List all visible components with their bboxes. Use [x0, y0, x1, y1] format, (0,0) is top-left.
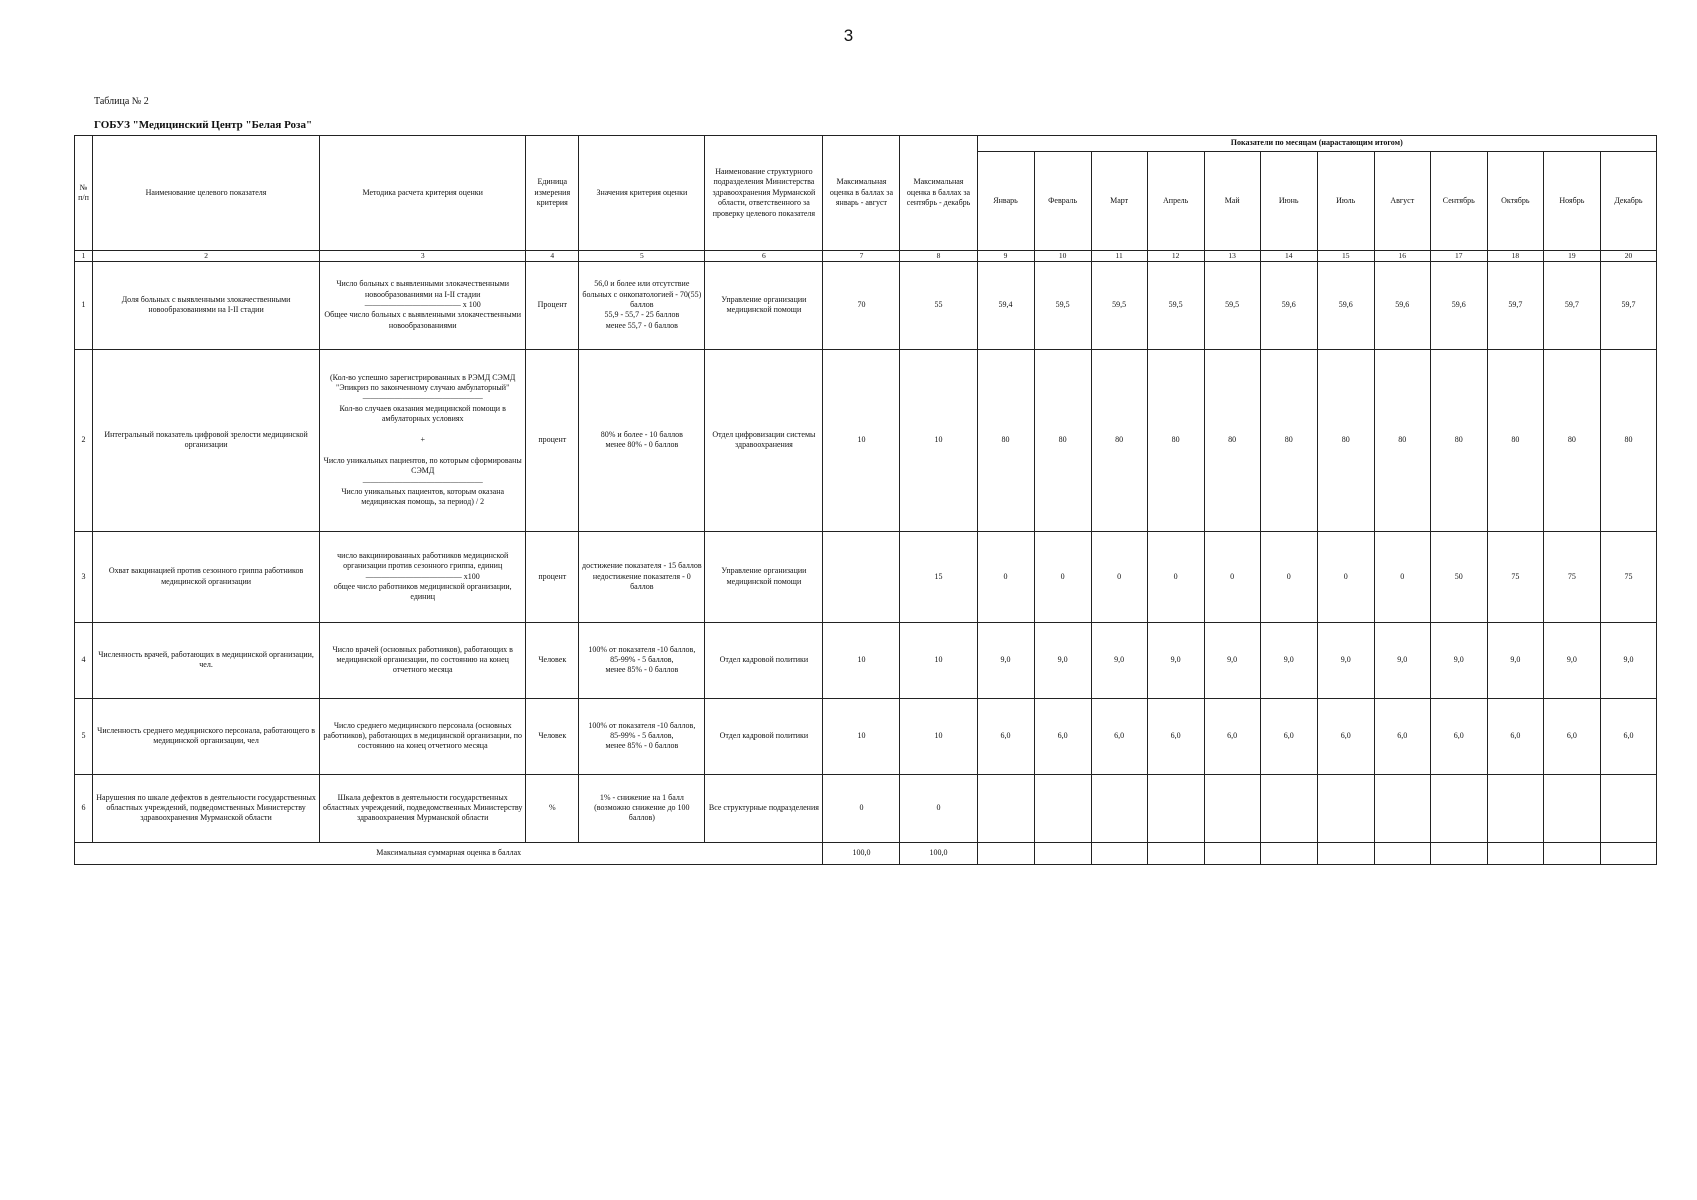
total-month-empty	[1430, 842, 1487, 864]
responsible-department: Все структурные подразделения	[705, 774, 823, 842]
table-row	[75, 531, 1657, 622]
total-month-empty	[1204, 842, 1260, 864]
month-value: 59,5	[1147, 261, 1204, 349]
max-score-jan-aug: 0	[823, 774, 900, 842]
row-number: 5	[75, 698, 93, 774]
month-value: 0	[1317, 531, 1374, 622]
row-number: 2	[75, 349, 93, 531]
month-value: 9,0	[1034, 622, 1091, 698]
calculation-method-text: Число врачей (основных работников), работающих в медицинской организации, по состоянию на конец отчетного месяца	[332, 644, 513, 675]
month-value: 75	[1543, 531, 1600, 622]
max-score-jan-aug: 10	[823, 698, 900, 774]
column-number: 11	[1091, 251, 1147, 262]
month-value: 6,0	[977, 698, 1034, 774]
criteria-values-text: достижение показателя - 15 баллов недостижение показателя - 0 баллов	[582, 561, 702, 591]
month-value: 6,0	[1260, 698, 1317, 774]
column-number: 8	[900, 251, 977, 262]
month-value: 0	[1091, 531, 1147, 622]
header-month: Февраль	[1034, 152, 1091, 251]
month-value: 6,0	[1204, 698, 1260, 774]
criteria-values	[579, 349, 705, 531]
month-value: 0	[977, 531, 1034, 622]
criteria-values	[579, 698, 705, 774]
month-value: 9,0	[1487, 622, 1543, 698]
max-score-sep-dec: 10	[900, 622, 977, 698]
header-row-top	[75, 136, 1657, 152]
calculation-method-text: число вакцинированных работников медицинской организации против сезонного гриппа, единиц ———————————— х100 общее число работников медицинской организации, единиц	[333, 550, 512, 602]
responsible-department: Отдел цифровизации системы здравоохранения	[705, 349, 823, 531]
row-number: 3	[75, 531, 93, 622]
calculation-method-text: (Кол-во успешно зарегистрированных в РЭМД СЭМД "Эпикриз по законченному случаю амбулаторный" ——————————————— Кол-во случаев оказания медицинской помощи в амбулаторных условиях + Число уникальных пациентов, по которым сформированы СЭМД ——————————————— Число уникальных пациентов, которым оказана медицинская помощь, за период) / 2	[323, 372, 522, 507]
max-score-jan-aug	[823, 531, 900, 622]
header-month: Декабрь	[1600, 152, 1656, 251]
unit: Человек	[526, 698, 579, 774]
row-number: 1	[75, 261, 93, 349]
month-value: 80	[1091, 349, 1147, 531]
row-number: 4	[75, 622, 93, 698]
column-number: 20	[1600, 251, 1656, 262]
criteria-values-text: 56,0 и более или отсутствие больных с онкопатологией - 70(55) баллов 55,9 - 55,7 - 25 баллов менее 55,7 - 0 баллов	[582, 279, 702, 330]
month-value: 80	[1204, 349, 1260, 531]
column-number: 10	[1034, 251, 1091, 262]
criteria-values-text: 100% от показателя -10 баллов, 85-99% - 5 баллов, менее 85% - 0 баллов	[588, 720, 696, 751]
calculation-method	[320, 531, 526, 622]
month-value: 9,0	[1147, 622, 1204, 698]
month-value: 59,6	[1430, 261, 1487, 349]
month-value: 59,5	[1091, 261, 1147, 349]
column-number: 2	[93, 251, 320, 262]
max-score-jan-aug: 10	[823, 622, 900, 698]
month-value: 9,0	[1260, 622, 1317, 698]
responsible-department: Управление организации медицинской помощи	[705, 261, 823, 349]
column-number: 14	[1260, 251, 1317, 262]
month-value: 80	[1147, 349, 1204, 531]
indicator-name: Интегральный показатель цифровой зрелости медицинской организации	[93, 349, 320, 531]
row-number: 6	[75, 774, 93, 842]
unit: процент	[526, 531, 579, 622]
max-score-sep-dec: 55	[900, 261, 977, 349]
header-month: Март	[1091, 152, 1147, 251]
total-month-empty	[1600, 842, 1656, 864]
criteria-values-text: 1% - снижение на 1 балл (возможно снижение до 100 баллов)	[594, 792, 690, 823]
column-number-row	[75, 251, 1657, 262]
organization-title: ГОБУЗ "Медицинский Центр "Белая Роза"	[94, 119, 313, 131]
unit: Процент	[526, 261, 579, 349]
header-month: Май	[1204, 152, 1260, 251]
table-row	[75, 261, 1657, 349]
month-value: 80	[1430, 349, 1487, 531]
column-number: 19	[1543, 251, 1600, 262]
header-months-group: Показатели по месяцам (нарастающим итогом)	[977, 136, 1656, 152]
month-value	[1600, 774, 1656, 842]
month-value: 80	[1374, 349, 1430, 531]
max-score-jan-aug: 70	[823, 261, 900, 349]
month-value: 6,0	[1034, 698, 1091, 774]
column-number: 16	[1374, 251, 1430, 262]
month-value: 9,0	[1091, 622, 1147, 698]
month-value: 6,0	[1487, 698, 1543, 774]
month-value: 6,0	[1091, 698, 1147, 774]
calculation-method-text: Число больных с выявленными злокачественными новообразованиями на I-II стадии ———————————— x 100 Общее число больных с выявленными злокачественными новообразованиями	[324, 279, 522, 330]
month-value	[1091, 774, 1147, 842]
column-number: 7	[823, 251, 900, 262]
month-value	[1487, 774, 1543, 842]
total-month-empty	[1487, 842, 1543, 864]
month-value: 59,6	[1374, 261, 1430, 349]
month-value: 59,5	[1204, 261, 1260, 349]
criteria-values	[579, 774, 705, 842]
month-value	[1317, 774, 1374, 842]
column-number: 18	[1487, 251, 1543, 262]
header-month: Август	[1374, 152, 1430, 251]
indicator-name: Нарушения по шкале дефектов в деятельности государственных областных учреждений, подведомственных Министерству здравоохранения Мурманской области	[93, 774, 320, 842]
month-value: 9,0	[1600, 622, 1656, 698]
header-max-jan-aug: Максимальная оценка в баллах за январь - август	[823, 136, 900, 251]
month-value	[1147, 774, 1204, 842]
month-value: 80	[1487, 349, 1543, 531]
month-value: 9,0	[1374, 622, 1430, 698]
month-value	[1430, 774, 1487, 842]
month-value: 6,0	[1543, 698, 1600, 774]
total-label: Максимальная суммарная оценка в баллах	[75, 842, 823, 864]
month-value: 9,0	[1430, 622, 1487, 698]
month-value: 59,7	[1600, 261, 1656, 349]
month-value	[977, 774, 1034, 842]
month-value: 59,7	[1487, 261, 1543, 349]
criteria-values	[579, 622, 705, 698]
page-number: 3	[843, 26, 854, 45]
month-value: 59,7	[1543, 261, 1600, 349]
month-value: 59,4	[977, 261, 1034, 349]
month-value	[1204, 774, 1260, 842]
column-number: 9	[977, 251, 1034, 262]
calculation-method-text: Число среднего медицинского персонала (основных работников), работающих в медицинской организации, по состоянию на конец отчетного месяца	[323, 720, 522, 751]
header-month: Октябрь	[1487, 152, 1543, 251]
month-value: 80	[1034, 349, 1091, 531]
month-value: 6,0	[1374, 698, 1430, 774]
total-month-empty	[977, 842, 1034, 864]
unit: процент	[526, 349, 579, 531]
column-number: 1	[75, 251, 93, 262]
calculation-method	[320, 261, 526, 349]
header-department: Наименование структурного подразделения Министерства здравоохранения Мурманской области, ответственного за проверку целевого показателя	[705, 136, 823, 251]
indicator-name: Численность врачей, работающих в медицинской организации, чел.	[93, 622, 320, 698]
responsible-department: Управление организации медицинской помощи	[705, 531, 823, 622]
calculation-method	[320, 698, 526, 774]
header-method: Методика расчета критерия оценки	[320, 136, 526, 251]
total-month-empty	[1260, 842, 1317, 864]
criteria-values-text: 80% и более - 10 баллов менее 80% - 0 баллов	[600, 429, 683, 450]
total-max-sep-dec: 100,0	[900, 842, 977, 864]
column-number: 12	[1147, 251, 1204, 262]
month-value: 9,0	[1543, 622, 1600, 698]
max-score-sep-dec: 10	[900, 349, 977, 531]
month-value: 0	[1147, 531, 1204, 622]
max-score-sep-dec: 10	[900, 698, 977, 774]
calculation-method-text: Шкала дефектов в деятельности государственных областных учреждений, подведомственных Министерству здравоохранения Мурманской области	[323, 792, 523, 823]
total-month-empty	[1543, 842, 1600, 864]
month-value: 59,6	[1260, 261, 1317, 349]
month-value: 80	[1317, 349, 1374, 531]
calculation-method	[320, 622, 526, 698]
total-month-empty	[1147, 842, 1204, 864]
month-value: 6,0	[1600, 698, 1656, 774]
total-month-empty	[1034, 842, 1091, 864]
max-score-sep-dec: 15	[900, 531, 977, 622]
header-month: Июнь	[1260, 152, 1317, 251]
table-caption: Таблица № 2	[94, 96, 149, 107]
month-value: 9,0	[1204, 622, 1260, 698]
column-number: 13	[1204, 251, 1260, 262]
month-value: 59,5	[1034, 261, 1091, 349]
month-value	[1374, 774, 1430, 842]
criteria-values-text: 100% от показателя -10 баллов, 85-99% - 5 баллов, менее 85% - 0 баллов	[588, 644, 696, 675]
header-month: Апрель	[1147, 152, 1204, 251]
total-month-empty	[1317, 842, 1374, 864]
max-score-jan-aug: 10	[823, 349, 900, 531]
header-indicator: Наименование целевого показателя	[93, 136, 320, 251]
month-value: 80	[1600, 349, 1656, 531]
header-month: Июль	[1317, 152, 1374, 251]
unit: %	[526, 774, 579, 842]
total-max-jan-aug: 100,0	[823, 842, 900, 864]
month-value: 6,0	[1147, 698, 1204, 774]
table-row	[75, 622, 1657, 698]
column-number: 4	[526, 251, 579, 262]
month-value: 50	[1430, 531, 1487, 622]
responsible-department: Отдел кадровой политики	[705, 698, 823, 774]
unit: Человек	[526, 622, 579, 698]
month-value: 0	[1204, 531, 1260, 622]
indicator-name: Доля больных с выявленными злокачественными новообразованиями на I-II стадии	[93, 261, 320, 349]
total-month-empty	[1374, 842, 1430, 864]
month-value: 80	[1260, 349, 1317, 531]
total-month-empty	[1091, 842, 1147, 864]
header-month: Ноябрь	[1543, 152, 1600, 251]
indicator-name: Численность среднего медицинского персонала, работающего в медицинской организации, чел	[93, 698, 320, 774]
month-value: 0	[1260, 531, 1317, 622]
column-number: 3	[320, 251, 526, 262]
kpi-table	[74, 135, 1657, 865]
column-number: 15	[1317, 251, 1374, 262]
month-value: 9,0	[977, 622, 1034, 698]
month-value: 80	[977, 349, 1034, 531]
criteria-values	[579, 531, 705, 622]
header-unit: Единица измерения критерия	[526, 136, 579, 251]
header-num: № п/п	[75, 136, 93, 251]
month-value: 9,0	[1317, 622, 1374, 698]
month-value: 6,0	[1317, 698, 1374, 774]
total-row	[75, 842, 1657, 864]
calculation-method	[320, 774, 526, 842]
table-row	[75, 349, 1657, 531]
table-row	[75, 774, 1657, 842]
month-value	[1034, 774, 1091, 842]
month-value: 75	[1487, 531, 1543, 622]
header-values: Значения критерия оценки	[579, 136, 705, 251]
header-month: Январь	[977, 152, 1034, 251]
month-value: 0	[1034, 531, 1091, 622]
calculation-method	[320, 349, 526, 531]
month-value: 80	[1543, 349, 1600, 531]
month-value: 0	[1374, 531, 1430, 622]
header-month: Сентябрь	[1430, 152, 1487, 251]
header-max-sep-dec: Максимальная оценка в баллах за сентябрь - декабрь	[900, 136, 977, 251]
column-number: 6	[705, 251, 823, 262]
column-number: 5	[579, 251, 705, 262]
month-value	[1260, 774, 1317, 842]
criteria-values	[579, 261, 705, 349]
month-value: 75	[1600, 531, 1656, 622]
month-value: 59,6	[1317, 261, 1374, 349]
column-number: 17	[1430, 251, 1487, 262]
table-row	[75, 698, 1657, 774]
max-score-sep-dec: 0	[900, 774, 977, 842]
responsible-department: Отдел кадровой политики	[705, 622, 823, 698]
month-value	[1543, 774, 1600, 842]
indicator-name: Охват вакцинацией против сезонного гриппа работников медицинской организации	[93, 531, 320, 622]
month-value: 6,0	[1430, 698, 1487, 774]
